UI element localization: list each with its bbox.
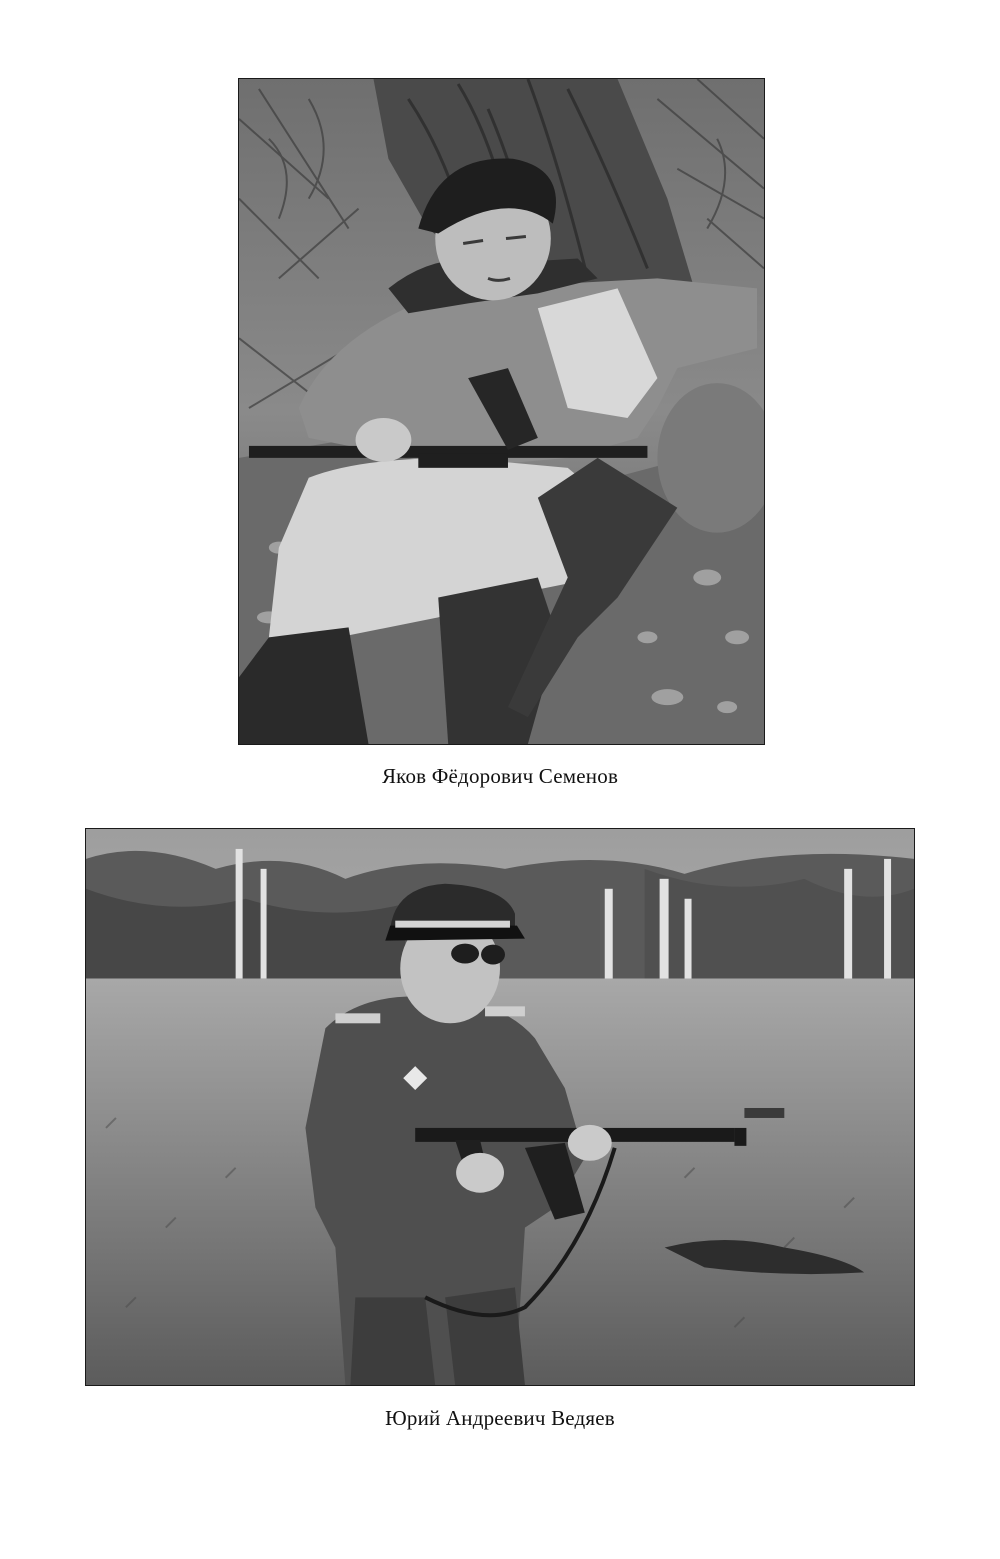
photo-caption: Юрий Андреевич Ведяев: [385, 1406, 615, 1430]
photo-reclining-man: [238, 78, 765, 745]
photo-officer-with-rifle-image: [86, 829, 914, 1385]
photo-reclining-man-image: [239, 79, 764, 744]
photo-caption: Яков Фёдорович Семенов: [381, 764, 619, 788]
photo-officer-with-rifle: [85, 828, 915, 1386]
